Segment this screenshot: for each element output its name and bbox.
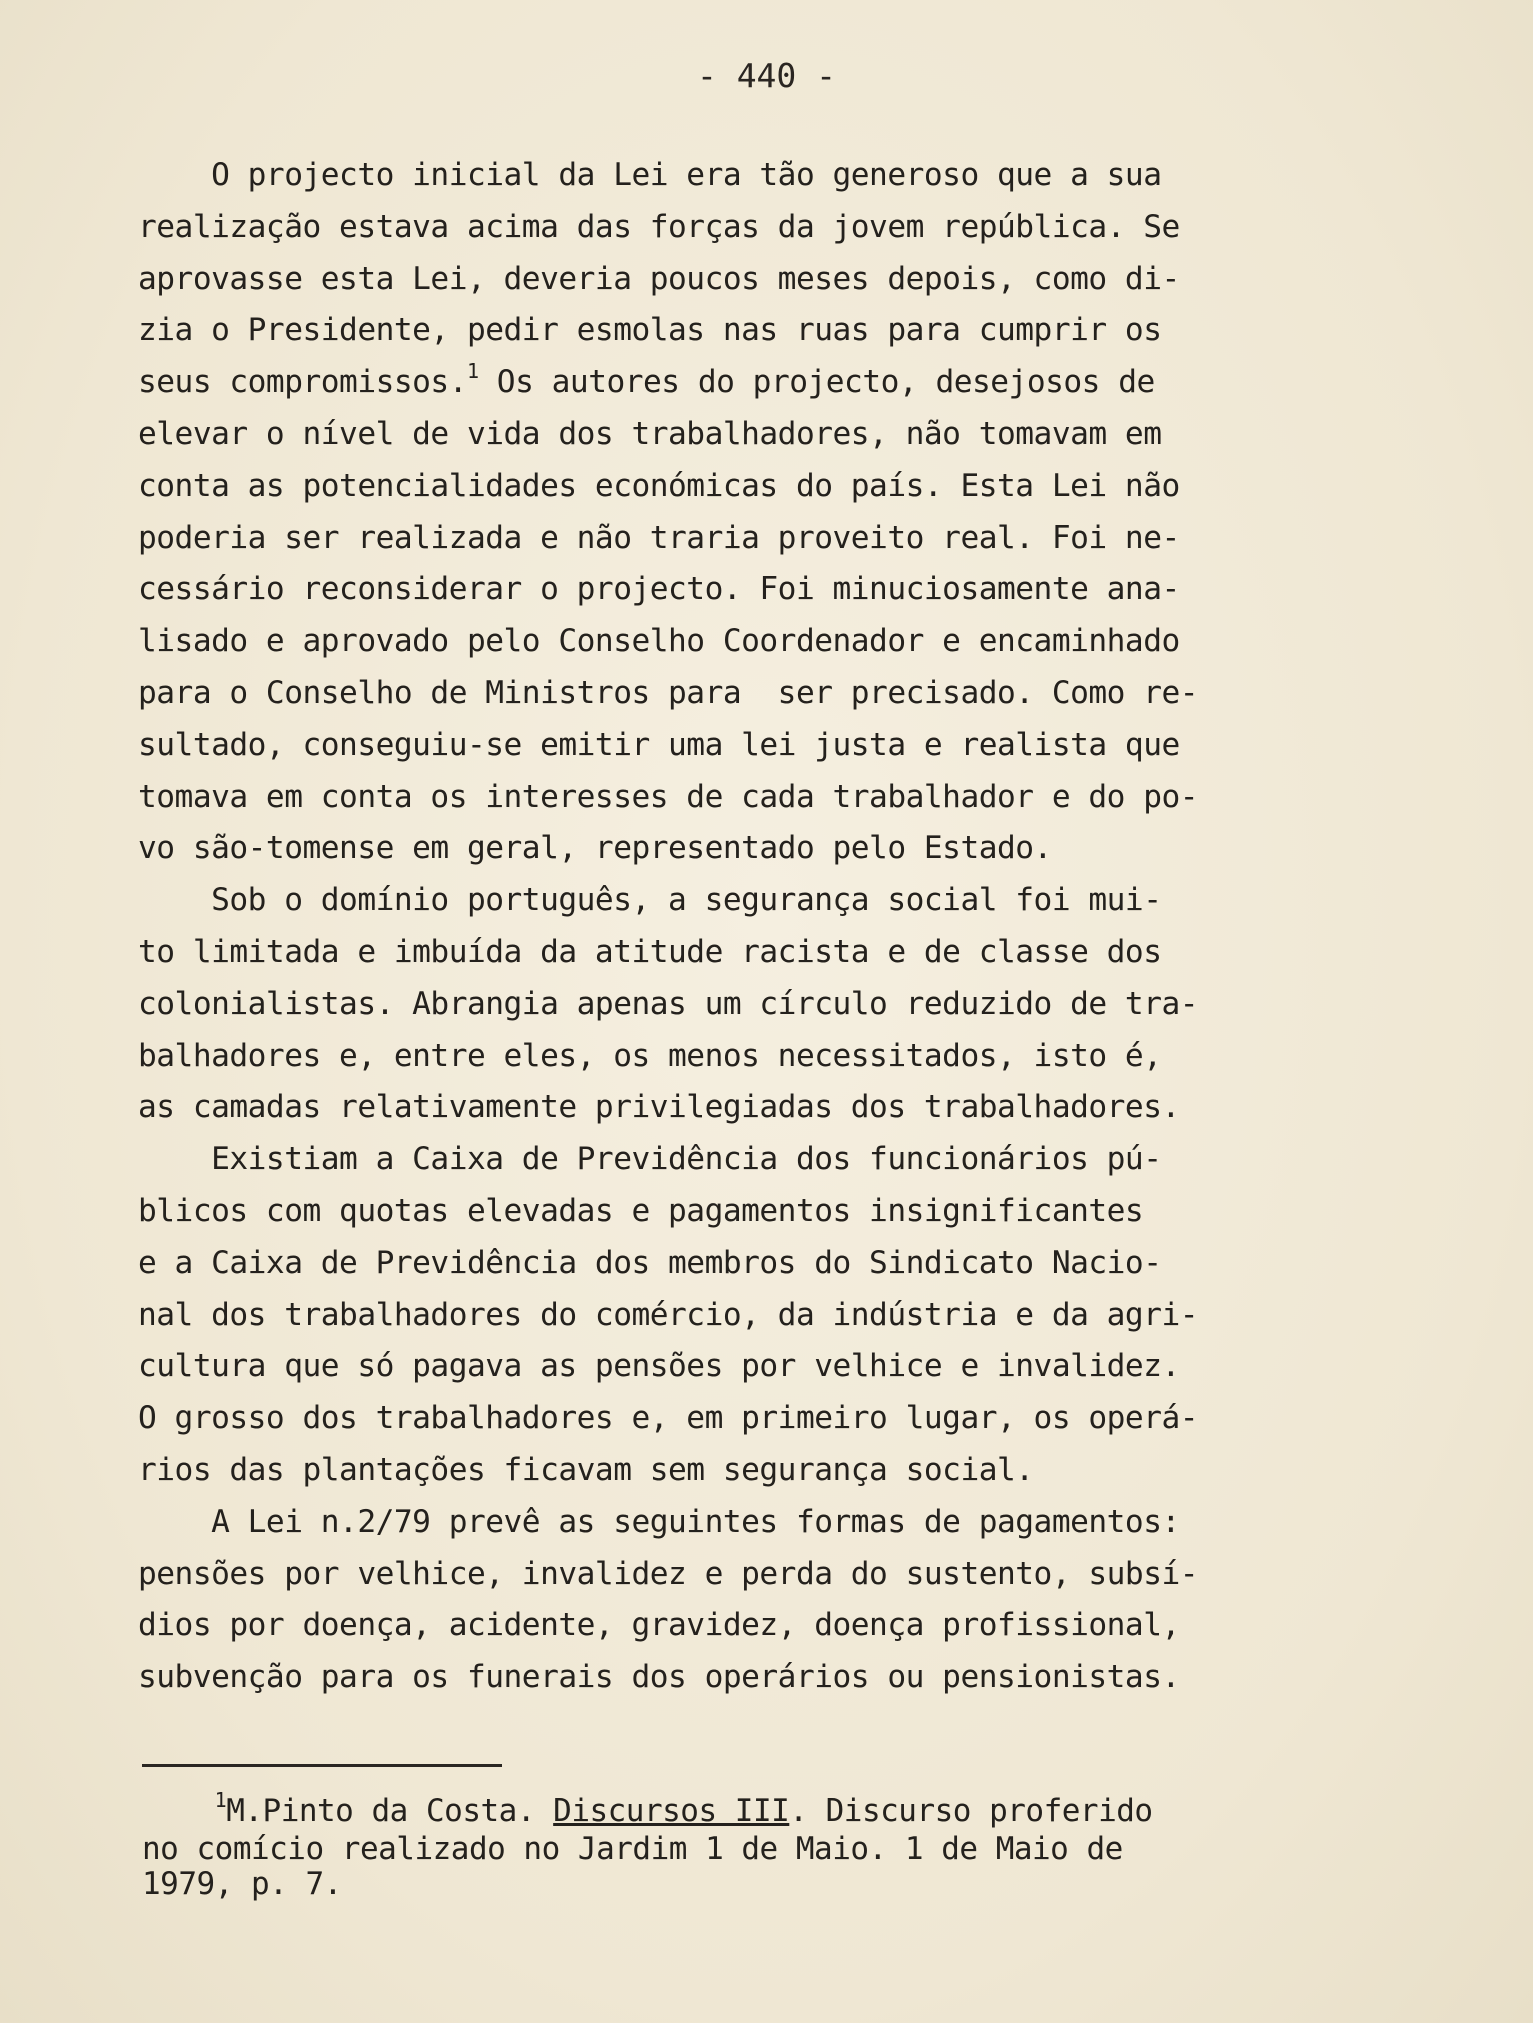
footnote-marker: 1 bbox=[466, 359, 479, 384]
text-line: zia o Presidente, pedir esmolas nas ruas para cumprir os bbox=[138, 312, 1162, 349]
paragraph-4 bbox=[138, 1497, 1363, 1704]
footnote-divider bbox=[142, 1764, 502, 1767]
footnote-line: no comício realizado no Jardim 1 de Maio. 1 de Maio de bbox=[142, 1831, 1123, 1867]
text-line: to limitada e imbuída da atitude racista e de classe dos bbox=[138, 933, 1162, 970]
text-line: e a Caixa de Previdência dos membros do Sindicato Nacio- bbox=[138, 1244, 1162, 1281]
paragraph-2 bbox=[138, 875, 1363, 1134]
text-line: as camadas relativamente privilegiadas dos trabalhadores. bbox=[138, 1089, 1180, 1126]
text-line: pensões por velhice, invalidez e perda do sustento, subsí- bbox=[138, 1555, 1199, 1592]
footnote-text: . Discurso proferido bbox=[789, 1793, 1153, 1829]
text-segment: seus compromissos. bbox=[138, 364, 467, 401]
text-line: aprovasse esta Lei, deveria poucos meses depois, como di- bbox=[138, 260, 1180, 297]
text-line: lisado e aprovado pelo Conselho Coordenador e encaminhado bbox=[138, 623, 1180, 660]
text-line: subvenção para os funerais dos operários ou pensionistas. bbox=[138, 1659, 1180, 1696]
text-line: balhadores e, entre eles, os menos necessitados, isto é, bbox=[138, 1037, 1162, 1074]
footnote-line: 1979, p. 7. bbox=[142, 1866, 342, 1902]
text-line: blicos com quotas elevadas e pagamentos insignificantes bbox=[138, 1192, 1144, 1229]
text-line: realização estava acima das forças da jovem república. Se bbox=[138, 208, 1180, 245]
text-line: A Lei n.2/79 prevê as seguintes formas de pagamentos: bbox=[138, 1503, 1180, 1540]
footnote-author: M.Pinto da Costa. bbox=[226, 1793, 554, 1829]
text-line: vo são-tomense em geral, representado pelo Estado. bbox=[138, 830, 1052, 867]
text-line: sultado, conseguiu-se emitir uma lei justa e realista que bbox=[138, 726, 1180, 763]
footnote bbox=[142, 1788, 1362, 1902]
text-line: Sob o domínio português, a segurança social foi mui- bbox=[138, 882, 1162, 919]
paragraph-3 bbox=[138, 1134, 1363, 1497]
text-line: dios por doença, acidente, gravidez, doença profissional, bbox=[138, 1607, 1180, 1644]
page-number: - 440 - bbox=[696, 56, 837, 95]
footnote-line bbox=[142, 1788, 1362, 1832]
text-line: cessário reconsiderar o projecto. Foi minuciosamente ana- bbox=[138, 571, 1180, 608]
text-line bbox=[138, 357, 1363, 409]
text-line: nal dos trabalhadores do comércio, da indústria e da agri- bbox=[138, 1296, 1199, 1333]
text-line: para o Conselho de Ministros para ser precisado. Como re- bbox=[138, 674, 1199, 711]
text-line: colonialistas. Abrangia apenas um círculo reduzido de tra- bbox=[138, 985, 1199, 1022]
text-line: cultura que só pagava as pensões por velhice e invalidez. bbox=[138, 1348, 1180, 1385]
footnote-work-title: Discursos III bbox=[553, 1793, 790, 1829]
text-line: tomava em conta os interesses de cada trabalhador e do po- bbox=[138, 778, 1199, 815]
text-line: Existiam a Caixa de Previdência dos funcionários pú- bbox=[138, 1141, 1162, 1178]
text-line: O grosso dos trabalhadores e, em primeiro lugar, os operá- bbox=[138, 1400, 1199, 1437]
text-line: elevar o nível de vida dos trabalhadores, não tomavam em bbox=[138, 415, 1162, 452]
text-line: rios das plantações ficavam sem segurança social. bbox=[138, 1451, 1034, 1488]
text-line: poderia ser realizada e não traria proveito real. Foi ne- bbox=[138, 519, 1180, 556]
text-line: conta as potencialidades económicas do país. Esta Lei não bbox=[138, 467, 1180, 504]
body-text bbox=[138, 150, 1363, 1704]
text-line: O projecto inicial da Lei era tão generoso que a sua bbox=[138, 157, 1162, 193]
text-segment: Os autores do projecto, desejosos de bbox=[478, 364, 1155, 401]
paragraph-1 bbox=[138, 150, 1363, 875]
footnote-marker: 1 bbox=[214, 1788, 227, 1812]
